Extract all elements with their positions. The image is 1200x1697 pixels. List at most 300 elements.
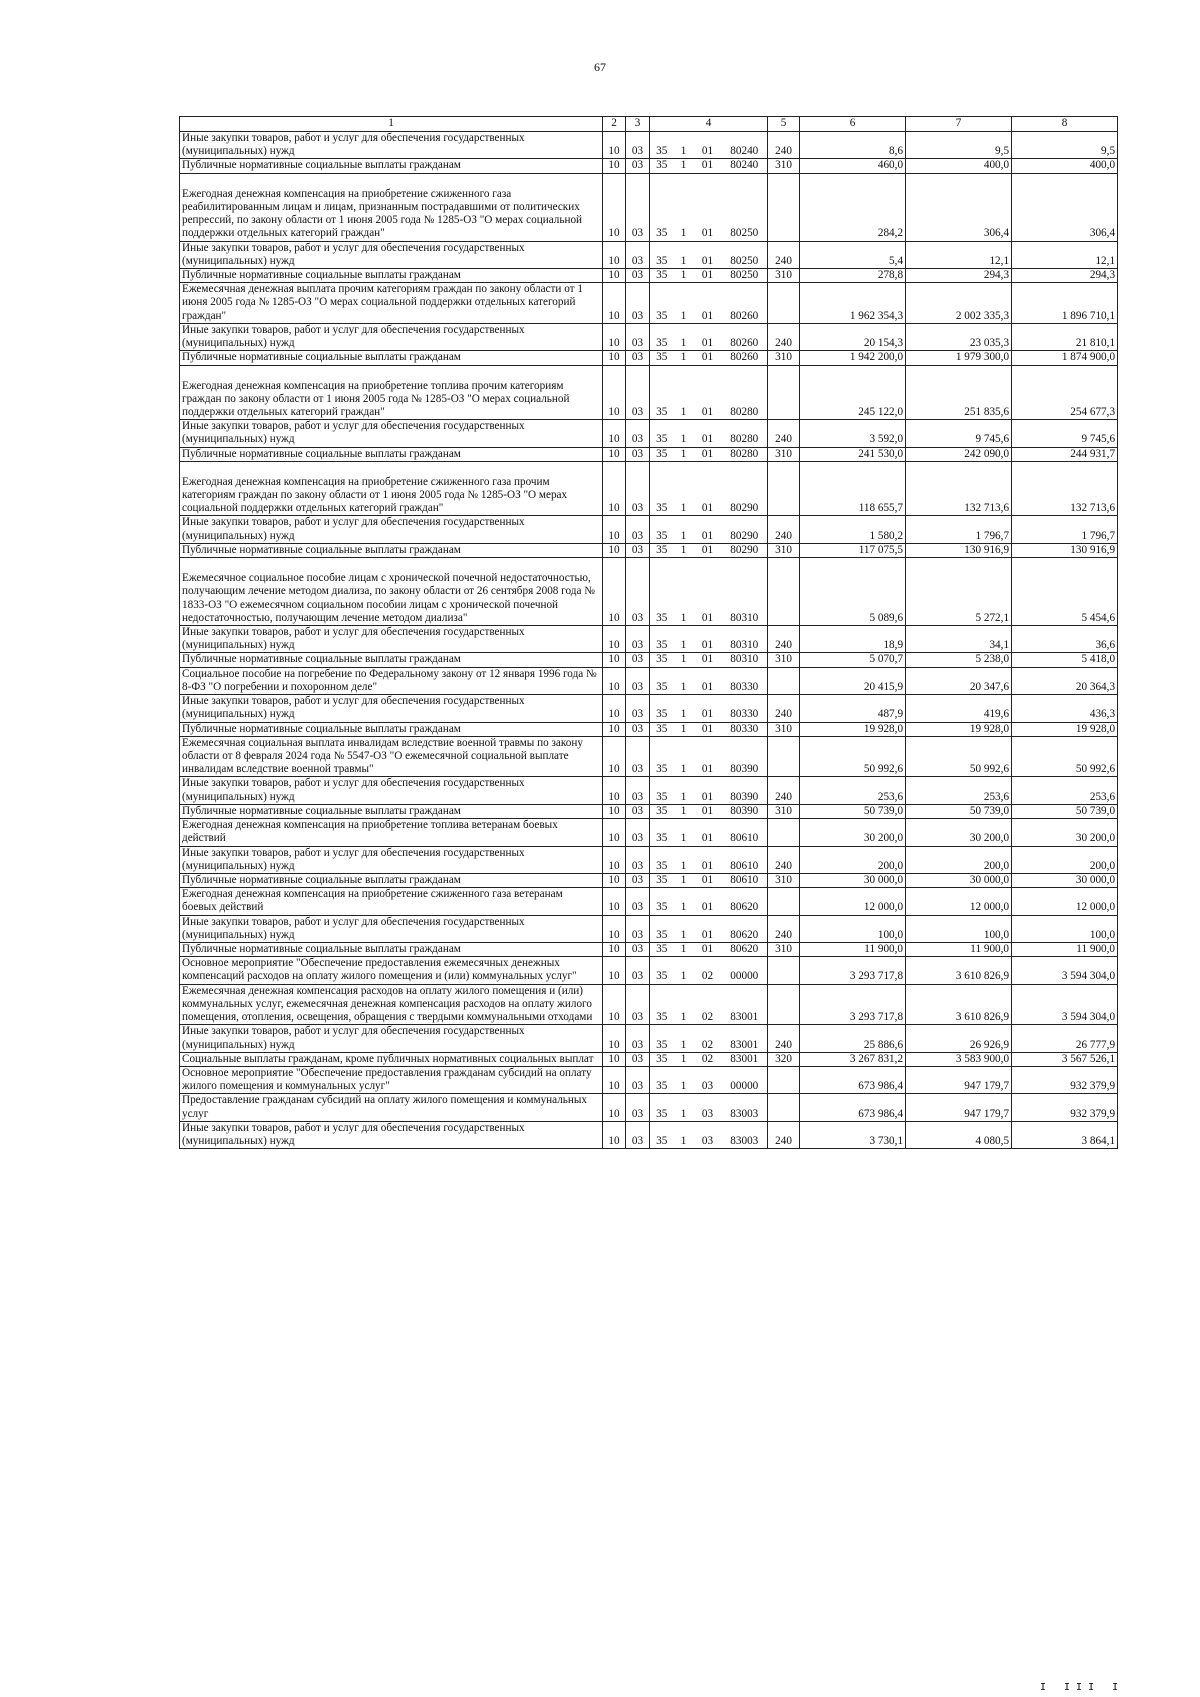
table-row (180, 173, 1118, 241)
row-description: Иные закупки товаров, работ и услуг для обеспечения государственных (муниципальных) нужд (180, 626, 603, 653)
cell-program: 35 (650, 653, 674, 667)
cell-amount-col7: 50 992,6 (906, 736, 1012, 777)
cell-program: 35 (650, 667, 674, 694)
cell-section: 10 (603, 1094, 626, 1121)
row-description: Публичные нормативные социальные выплаты гражданам (180, 447, 603, 461)
cell-expense-type (768, 984, 800, 1025)
cell-direction: 80390 (722, 804, 768, 818)
cell-activity: 01 (694, 653, 722, 667)
cell-subsection: 03 (626, 777, 650, 804)
cell-subsection: 03 (626, 461, 650, 516)
cell-section: 10 (603, 873, 626, 887)
cell-subsection: 03 (626, 543, 650, 557)
cell-amount-col7: 4 080,5 (906, 1121, 1012, 1148)
table-row (180, 804, 1118, 818)
table-row (180, 653, 1118, 667)
cell-activity: 02 (694, 957, 722, 984)
cell-section: 10 (603, 846, 626, 873)
cell-direction: 80620 (722, 943, 768, 957)
cell-expense-type: 310 (768, 653, 800, 667)
cell-amount-col7: 12,1 (906, 241, 1012, 268)
column-header: 2 (603, 117, 626, 132)
cell-subsection: 03 (626, 626, 650, 653)
row-description: Иные закупки товаров, работ и услуг для обеспечения государственных (муниципальных) нужд (180, 1025, 603, 1052)
cell-subsection: 03 (626, 736, 650, 777)
cell-direction: 80610 (722, 819, 768, 846)
cell-subsection: 03 (626, 241, 650, 268)
cell-amount-col7: 242 090,0 (906, 447, 1012, 461)
cell-amount-col6: 460,0 (800, 159, 906, 173)
column-header: 7 (906, 117, 1012, 132)
cell-amount-col6: 20 415,9 (800, 667, 906, 694)
cell-amount-col8: 9,5 (1012, 132, 1118, 159)
cell-subsection: 03 (626, 132, 650, 159)
cell-subsection: 03 (626, 268, 650, 282)
cell-direction: 80330 (722, 667, 768, 694)
table-row (180, 543, 1118, 557)
cell-program: 35 (650, 1121, 674, 1148)
column-header: 1 (180, 117, 603, 132)
cell-activity: 01 (694, 461, 722, 516)
cell-amount-col8: 130 916,9 (1012, 543, 1118, 557)
cell-direction: 80260 (722, 351, 768, 365)
cell-amount-col7: 2 002 335,3 (906, 283, 1012, 324)
cell-subsection: 03 (626, 819, 650, 846)
cell-expense-type: 240 (768, 1025, 800, 1052)
cell-section: 10 (603, 283, 626, 324)
cell-section: 10 (603, 323, 626, 350)
cell-amount-col7: 253,6 (906, 777, 1012, 804)
cell-subsection: 03 (626, 420, 650, 447)
header-row (180, 117, 1118, 132)
table-row (180, 1121, 1118, 1148)
column-header: 4 (650, 117, 768, 132)
cell-section: 10 (603, 1052, 626, 1066)
cell-amount-col6: 245 122,0 (800, 365, 906, 420)
cell-amount-col7: 50 739,0 (906, 804, 1012, 818)
cell-direction: 80280 (722, 447, 768, 461)
cell-subsection: 03 (626, 653, 650, 667)
cell-activity: 01 (694, 283, 722, 324)
footer-marks: I III I (1040, 1682, 1125, 1693)
table-row (180, 365, 1118, 420)
cell-subprogram: 1 (674, 543, 694, 557)
cell-program: 35 (650, 1067, 674, 1094)
cell-subprogram: 1 (674, 132, 694, 159)
cell-amount-col8: 21 810,1 (1012, 323, 1118, 350)
cell-subprogram: 1 (674, 1121, 694, 1148)
cell-direction: 80260 (722, 323, 768, 350)
table-row (180, 241, 1118, 268)
cell-amount-col7: 306,4 (906, 173, 1012, 241)
row-description: Публичные нормативные социальные выплаты гражданам (180, 268, 603, 282)
column-header: 6 (800, 117, 906, 132)
cell-activity: 01 (694, 943, 722, 957)
cell-subsection: 03 (626, 873, 650, 887)
cell-amount-col6: 3 293 717,8 (800, 984, 906, 1025)
cell-program: 35 (650, 888, 674, 915)
row-description: Ежегодная денежная компенсация на приобретение сжиженного газа реабилитированным лицам и лицам, признанным пострадавшими от политических репрессий, по закону области от 1 июня 2005 года № 1285-ОЗ "О мерах социальной поддержки отдельных категорий граждан" (180, 173, 603, 241)
cell-amount-col8: 20 364,3 (1012, 667, 1118, 694)
cell-program: 35 (650, 957, 674, 984)
cell-expense-type: 310 (768, 543, 800, 557)
cell-subsection: 03 (626, 351, 650, 365)
cell-amount-col6: 19 928,0 (800, 722, 906, 736)
cell-section: 10 (603, 420, 626, 447)
cell-program: 35 (650, 420, 674, 447)
table-row (180, 888, 1118, 915)
row-description: Основное мероприятие "Обеспечение предоставления ежемесячных денежных компенсаций расходов на оплату жилого помещения и (или) коммунальных услуг" (180, 957, 603, 984)
cell-expense-type (768, 365, 800, 420)
cell-amount-col8: 12,1 (1012, 241, 1118, 268)
cell-subsection: 03 (626, 283, 650, 324)
cell-program: 35 (650, 268, 674, 282)
cell-amount-col8: 19 928,0 (1012, 722, 1118, 736)
cell-program: 35 (650, 943, 674, 957)
cell-subprogram: 1 (674, 653, 694, 667)
cell-amount-col8: 5 418,0 (1012, 653, 1118, 667)
cell-section: 10 (603, 159, 626, 173)
cell-direction: 80620 (722, 888, 768, 915)
cell-subsection: 03 (626, 1025, 650, 1052)
cell-amount-col6: 200,0 (800, 846, 906, 873)
cell-amount-col8: 3 594 304,0 (1012, 984, 1118, 1025)
cell-expense-type: 240 (768, 420, 800, 447)
cell-amount-col6: 253,6 (800, 777, 906, 804)
table-row (180, 558, 1118, 626)
cell-subsection: 03 (626, 323, 650, 350)
row-description: Ежегодная денежная компенсация на приобретение топлива ветеранам боевых действий (180, 819, 603, 846)
table-row (180, 351, 1118, 365)
cell-subprogram: 1 (674, 241, 694, 268)
table-row (180, 626, 1118, 653)
cell-direction: 80390 (722, 777, 768, 804)
cell-amount-col6: 5 089,6 (800, 558, 906, 626)
cell-activity: 02 (694, 1052, 722, 1066)
cell-program: 35 (650, 558, 674, 626)
cell-activity: 01 (694, 268, 722, 282)
cell-expense-type: 310 (768, 268, 800, 282)
row-description: Иные закупки товаров, работ и услуг для обеспечения государственных (муниципальных) нужд (180, 846, 603, 873)
cell-subsection: 03 (626, 173, 650, 241)
cell-expense-type: 240 (768, 1121, 800, 1148)
row-description: Социальные выплаты гражданам, кроме публичных нормативных социальных выплат (180, 1052, 603, 1066)
table-row (180, 268, 1118, 282)
table-row (180, 667, 1118, 694)
cell-expense-type (768, 283, 800, 324)
cell-subsection: 03 (626, 365, 650, 420)
cell-amount-col8: 932 379,9 (1012, 1067, 1118, 1094)
cell-activity: 03 (694, 1094, 722, 1121)
cell-expense-type: 310 (768, 351, 800, 365)
cell-section: 10 (603, 516, 626, 543)
cell-activity: 01 (694, 132, 722, 159)
cell-direction: 80610 (722, 846, 768, 873)
column-header: 3 (626, 117, 650, 132)
cell-subsection: 03 (626, 1067, 650, 1094)
row-description: Предоставление гражданам субсидий на оплату жилого помещения и коммунальных услуг (180, 1094, 603, 1121)
cell-program: 35 (650, 1025, 674, 1052)
cell-amount-col7: 12 000,0 (906, 888, 1012, 915)
cell-direction: 80240 (722, 159, 768, 173)
cell-amount-col6: 118 655,7 (800, 461, 906, 516)
cell-amount-col8: 11 900,0 (1012, 943, 1118, 957)
cell-activity: 01 (694, 543, 722, 557)
cell-direction: 80620 (722, 915, 768, 942)
row-description: Иные закупки товаров, работ и услуг для обеспечения государственных (муниципальных) нужд (180, 1121, 603, 1148)
cell-amount-col6: 284,2 (800, 173, 906, 241)
cell-expense-type (768, 736, 800, 777)
cell-program: 35 (650, 173, 674, 241)
cell-section: 10 (603, 943, 626, 957)
cell-subsection: 03 (626, 558, 650, 626)
cell-activity: 01 (694, 846, 722, 873)
cell-activity: 01 (694, 888, 722, 915)
row-description: Публичные нормативные социальные выплаты гражданам (180, 873, 603, 887)
cell-subprogram: 1 (674, 957, 694, 984)
cell-amount-col6: 3 730,1 (800, 1121, 906, 1148)
cell-activity: 01 (694, 323, 722, 350)
cell-subsection: 03 (626, 1052, 650, 1066)
cell-subprogram: 1 (674, 351, 694, 365)
cell-amount-col6: 117 075,5 (800, 543, 906, 557)
cell-subprogram: 1 (674, 558, 694, 626)
cell-amount-col7: 5 238,0 (906, 653, 1012, 667)
cell-amount-col8: 400,0 (1012, 159, 1118, 173)
cell-subsection: 03 (626, 516, 650, 543)
cell-section: 10 (603, 653, 626, 667)
cell-amount-col7: 100,0 (906, 915, 1012, 942)
cell-amount-col8: 3 567 526,1 (1012, 1052, 1118, 1066)
row-description: Ежегодная денежная компенсация на приобретение топлива прочим категориям граждан по закону области от 1 июня 2005 года № 1285-ОЗ "О мерах социальной поддержки отдельных категорий граждан" (180, 365, 603, 420)
cell-program: 35 (650, 1052, 674, 1066)
cell-amount-col6: 30 000,0 (800, 873, 906, 887)
cell-amount-col8: 30 000,0 (1012, 873, 1118, 887)
row-description: Иные закупки товаров, работ и услуг для обеспечения государственных (муниципальных) нужд (180, 241, 603, 268)
cell-amount-col7: 19 928,0 (906, 722, 1012, 736)
cell-subprogram: 1 (674, 283, 694, 324)
cell-section: 10 (603, 819, 626, 846)
table-row (180, 943, 1118, 957)
cell-activity: 01 (694, 351, 722, 365)
cell-amount-col7: 130 916,9 (906, 543, 1012, 557)
cell-subprogram: 1 (674, 268, 694, 282)
cell-amount-col6: 12 000,0 (800, 888, 906, 915)
cell-amount-col6: 673 986,4 (800, 1094, 906, 1121)
cell-program: 35 (650, 626, 674, 653)
cell-activity: 01 (694, 722, 722, 736)
cell-program: 35 (650, 159, 674, 173)
cell-amount-col8: 3 594 304,0 (1012, 957, 1118, 984)
cell-subsection: 03 (626, 1094, 650, 1121)
cell-expense-type: 240 (768, 323, 800, 350)
cell-expense-type: 240 (768, 626, 800, 653)
cell-amount-col6: 100,0 (800, 915, 906, 942)
cell-section: 10 (603, 957, 626, 984)
cell-amount-col8: 30 200,0 (1012, 819, 1118, 846)
cell-subsection: 03 (626, 695, 650, 722)
cell-activity: 03 (694, 1067, 722, 1094)
row-description: Публичные нормативные социальные выплаты гражданам (180, 804, 603, 818)
cell-direction: 00000 (722, 1067, 768, 1094)
cell-activity: 01 (694, 873, 722, 887)
cell-expense-type: 310 (768, 722, 800, 736)
cell-activity: 01 (694, 736, 722, 777)
cell-direction: 80610 (722, 873, 768, 887)
cell-amount-col6: 1 942 200,0 (800, 351, 906, 365)
table-row (180, 1025, 1118, 1052)
cell-amount-col6: 20 154,3 (800, 323, 906, 350)
cell-direction: 80250 (722, 173, 768, 241)
cell-expense-type (768, 558, 800, 626)
cell-amount-col7: 419,6 (906, 695, 1012, 722)
cell-program: 35 (650, 365, 674, 420)
cell-direction: 80280 (722, 420, 768, 447)
column-header: 8 (1012, 117, 1118, 132)
cell-subsection: 03 (626, 804, 650, 818)
cell-subsection: 03 (626, 447, 650, 461)
cell-direction: 80280 (722, 365, 768, 420)
row-description: Иные закупки товаров, работ и услуг для обеспечения государственных (муниципальных) нужд (180, 132, 603, 159)
cell-activity: 02 (694, 984, 722, 1025)
cell-amount-col8: 100,0 (1012, 915, 1118, 942)
cell-amount-col6: 3 267 831,2 (800, 1052, 906, 1066)
cell-section: 10 (603, 461, 626, 516)
cell-section: 10 (603, 558, 626, 626)
cell-amount-col7: 3 610 826,9 (906, 984, 1012, 1025)
cell-subprogram: 1 (674, 626, 694, 653)
cell-section: 10 (603, 722, 626, 736)
cell-amount-col8: 50 992,6 (1012, 736, 1118, 777)
cell-program: 35 (650, 804, 674, 818)
cell-amount-col6: 30 200,0 (800, 819, 906, 846)
table-row (180, 819, 1118, 846)
cell-amount-col8: 932 379,9 (1012, 1094, 1118, 1121)
cell-amount-col6: 11 900,0 (800, 943, 906, 957)
cell-subsection: 03 (626, 943, 650, 957)
cell-subsection: 03 (626, 722, 650, 736)
cell-subprogram: 1 (674, 516, 694, 543)
cell-subprogram: 1 (674, 461, 694, 516)
cell-amount-col8: 132 713,6 (1012, 461, 1118, 516)
table-row (180, 461, 1118, 516)
cell-amount-col7: 947 179,7 (906, 1094, 1012, 1121)
row-description: Ежемесячная социальная выплата инвалидам вследствие военной травмы по закону области от 8 февраля 2024 года № 5547-ОЗ "О ежемесячной социальной выплате инвалидам вследствие военной травмы" (180, 736, 603, 777)
cell-amount-col6: 5,4 (800, 241, 906, 268)
cell-amount-col6: 278,8 (800, 268, 906, 282)
row-description: Ежемесячное социальное пособие лицам с хронической почечной недостаточностью, получающим лечение методом диализа, по закону области от 26 сентября 2008 года № 1833-ОЗ "О ежемесячном социальном пособии лицам с хронической почечной недостаточностью, получающим лечение методом диализа" (180, 558, 603, 626)
cell-subprogram: 1 (674, 1025, 694, 1052)
cell-direction: 80290 (722, 543, 768, 557)
cell-amount-col8: 306,4 (1012, 173, 1118, 241)
cell-amount-col8: 26 777,9 (1012, 1025, 1118, 1052)
page-number: 67 (594, 60, 606, 74)
cell-amount-col6: 3 293 717,8 (800, 957, 906, 984)
cell-subprogram: 1 (674, 915, 694, 942)
cell-amount-col6: 1 962 354,3 (800, 283, 906, 324)
cell-amount-col8: 1 896 710,1 (1012, 283, 1118, 324)
table-row (180, 777, 1118, 804)
cell-amount-col7: 132 713,6 (906, 461, 1012, 516)
cell-program: 35 (650, 1094, 674, 1121)
cell-expense-type: 310 (768, 447, 800, 461)
cell-direction: 80240 (722, 132, 768, 159)
row-description: Социальное пособие на погребение по Федеральному закону от 12 января 1996 года № 8-ФЗ "О погребении и похоронном деле" (180, 667, 603, 694)
cell-subsection: 03 (626, 957, 650, 984)
row-description: Публичные нормативные социальные выплаты гражданам (180, 722, 603, 736)
cell-section: 10 (603, 1121, 626, 1148)
cell-section: 10 (603, 543, 626, 557)
table-row (180, 722, 1118, 736)
cell-subsection: 03 (626, 915, 650, 942)
row-description: Публичные нормативные социальные выплаты гражданам (180, 943, 603, 957)
cell-program: 35 (650, 722, 674, 736)
cell-amount-col7: 1 796,7 (906, 516, 1012, 543)
cell-subprogram: 1 (674, 819, 694, 846)
cell-direction: 80330 (722, 722, 768, 736)
budget-table (179, 116, 1118, 1149)
row-description: Иные закупки товаров, работ и услуг для обеспечения государственных (муниципальных) нужд (180, 323, 603, 350)
cell-activity: 01 (694, 777, 722, 804)
cell-direction: 80330 (722, 695, 768, 722)
cell-activity: 01 (694, 626, 722, 653)
cell-direction: 83001 (722, 1025, 768, 1052)
cell-section: 10 (603, 1025, 626, 1052)
cell-subsection: 03 (626, 667, 650, 694)
cell-amount-col6: 241 530,0 (800, 447, 906, 461)
cell-amount-col8: 3 864,1 (1012, 1121, 1118, 1148)
cell-amount-col7: 251 835,6 (906, 365, 1012, 420)
cell-direction: 80310 (722, 626, 768, 653)
cell-amount-col7: 3 610 826,9 (906, 957, 1012, 984)
cell-direction: 80310 (722, 558, 768, 626)
cell-expense-type: 240 (768, 516, 800, 543)
cell-expense-type (768, 888, 800, 915)
cell-amount-col6: 3 592,0 (800, 420, 906, 447)
cell-amount-col7: 26 926,9 (906, 1025, 1012, 1052)
cell-section: 10 (603, 777, 626, 804)
cell-direction: 83003 (722, 1121, 768, 1148)
cell-program: 35 (650, 351, 674, 365)
cell-expense-type (768, 461, 800, 516)
cell-expense-type: 320 (768, 1052, 800, 1066)
cell-amount-col8: 254 677,3 (1012, 365, 1118, 420)
cell-program: 35 (650, 516, 674, 543)
cell-subprogram: 1 (674, 722, 694, 736)
cell-section: 10 (603, 447, 626, 461)
table-row (180, 873, 1118, 887)
row-description: Ежегодная денежная компенсация на приобретение сжиженного газа прочим категориям граждан по закону области от 1 июня 2005 года № 1285-ОЗ "О мерах социальной поддержки отдельных категорий граждан" (180, 461, 603, 516)
cell-activity: 01 (694, 804, 722, 818)
cell-section: 10 (603, 365, 626, 420)
cell-amount-col7: 34,1 (906, 626, 1012, 653)
cell-amount-col7: 30 200,0 (906, 819, 1012, 846)
cell-amount-col8: 9 745,6 (1012, 420, 1118, 447)
cell-program: 35 (650, 695, 674, 722)
cell-activity: 01 (694, 558, 722, 626)
cell-amount-col6: 8,6 (800, 132, 906, 159)
cell-amount-col6: 5 070,7 (800, 653, 906, 667)
cell-activity: 01 (694, 159, 722, 173)
cell-subsection: 03 (626, 1121, 650, 1148)
cell-expense-type: 310 (768, 804, 800, 818)
cell-expense-type (768, 957, 800, 984)
table-row (180, 695, 1118, 722)
cell-expense-type (768, 1094, 800, 1121)
cell-section: 10 (603, 667, 626, 694)
cell-section: 10 (603, 736, 626, 777)
cell-amount-col7: 11 900,0 (906, 943, 1012, 957)
